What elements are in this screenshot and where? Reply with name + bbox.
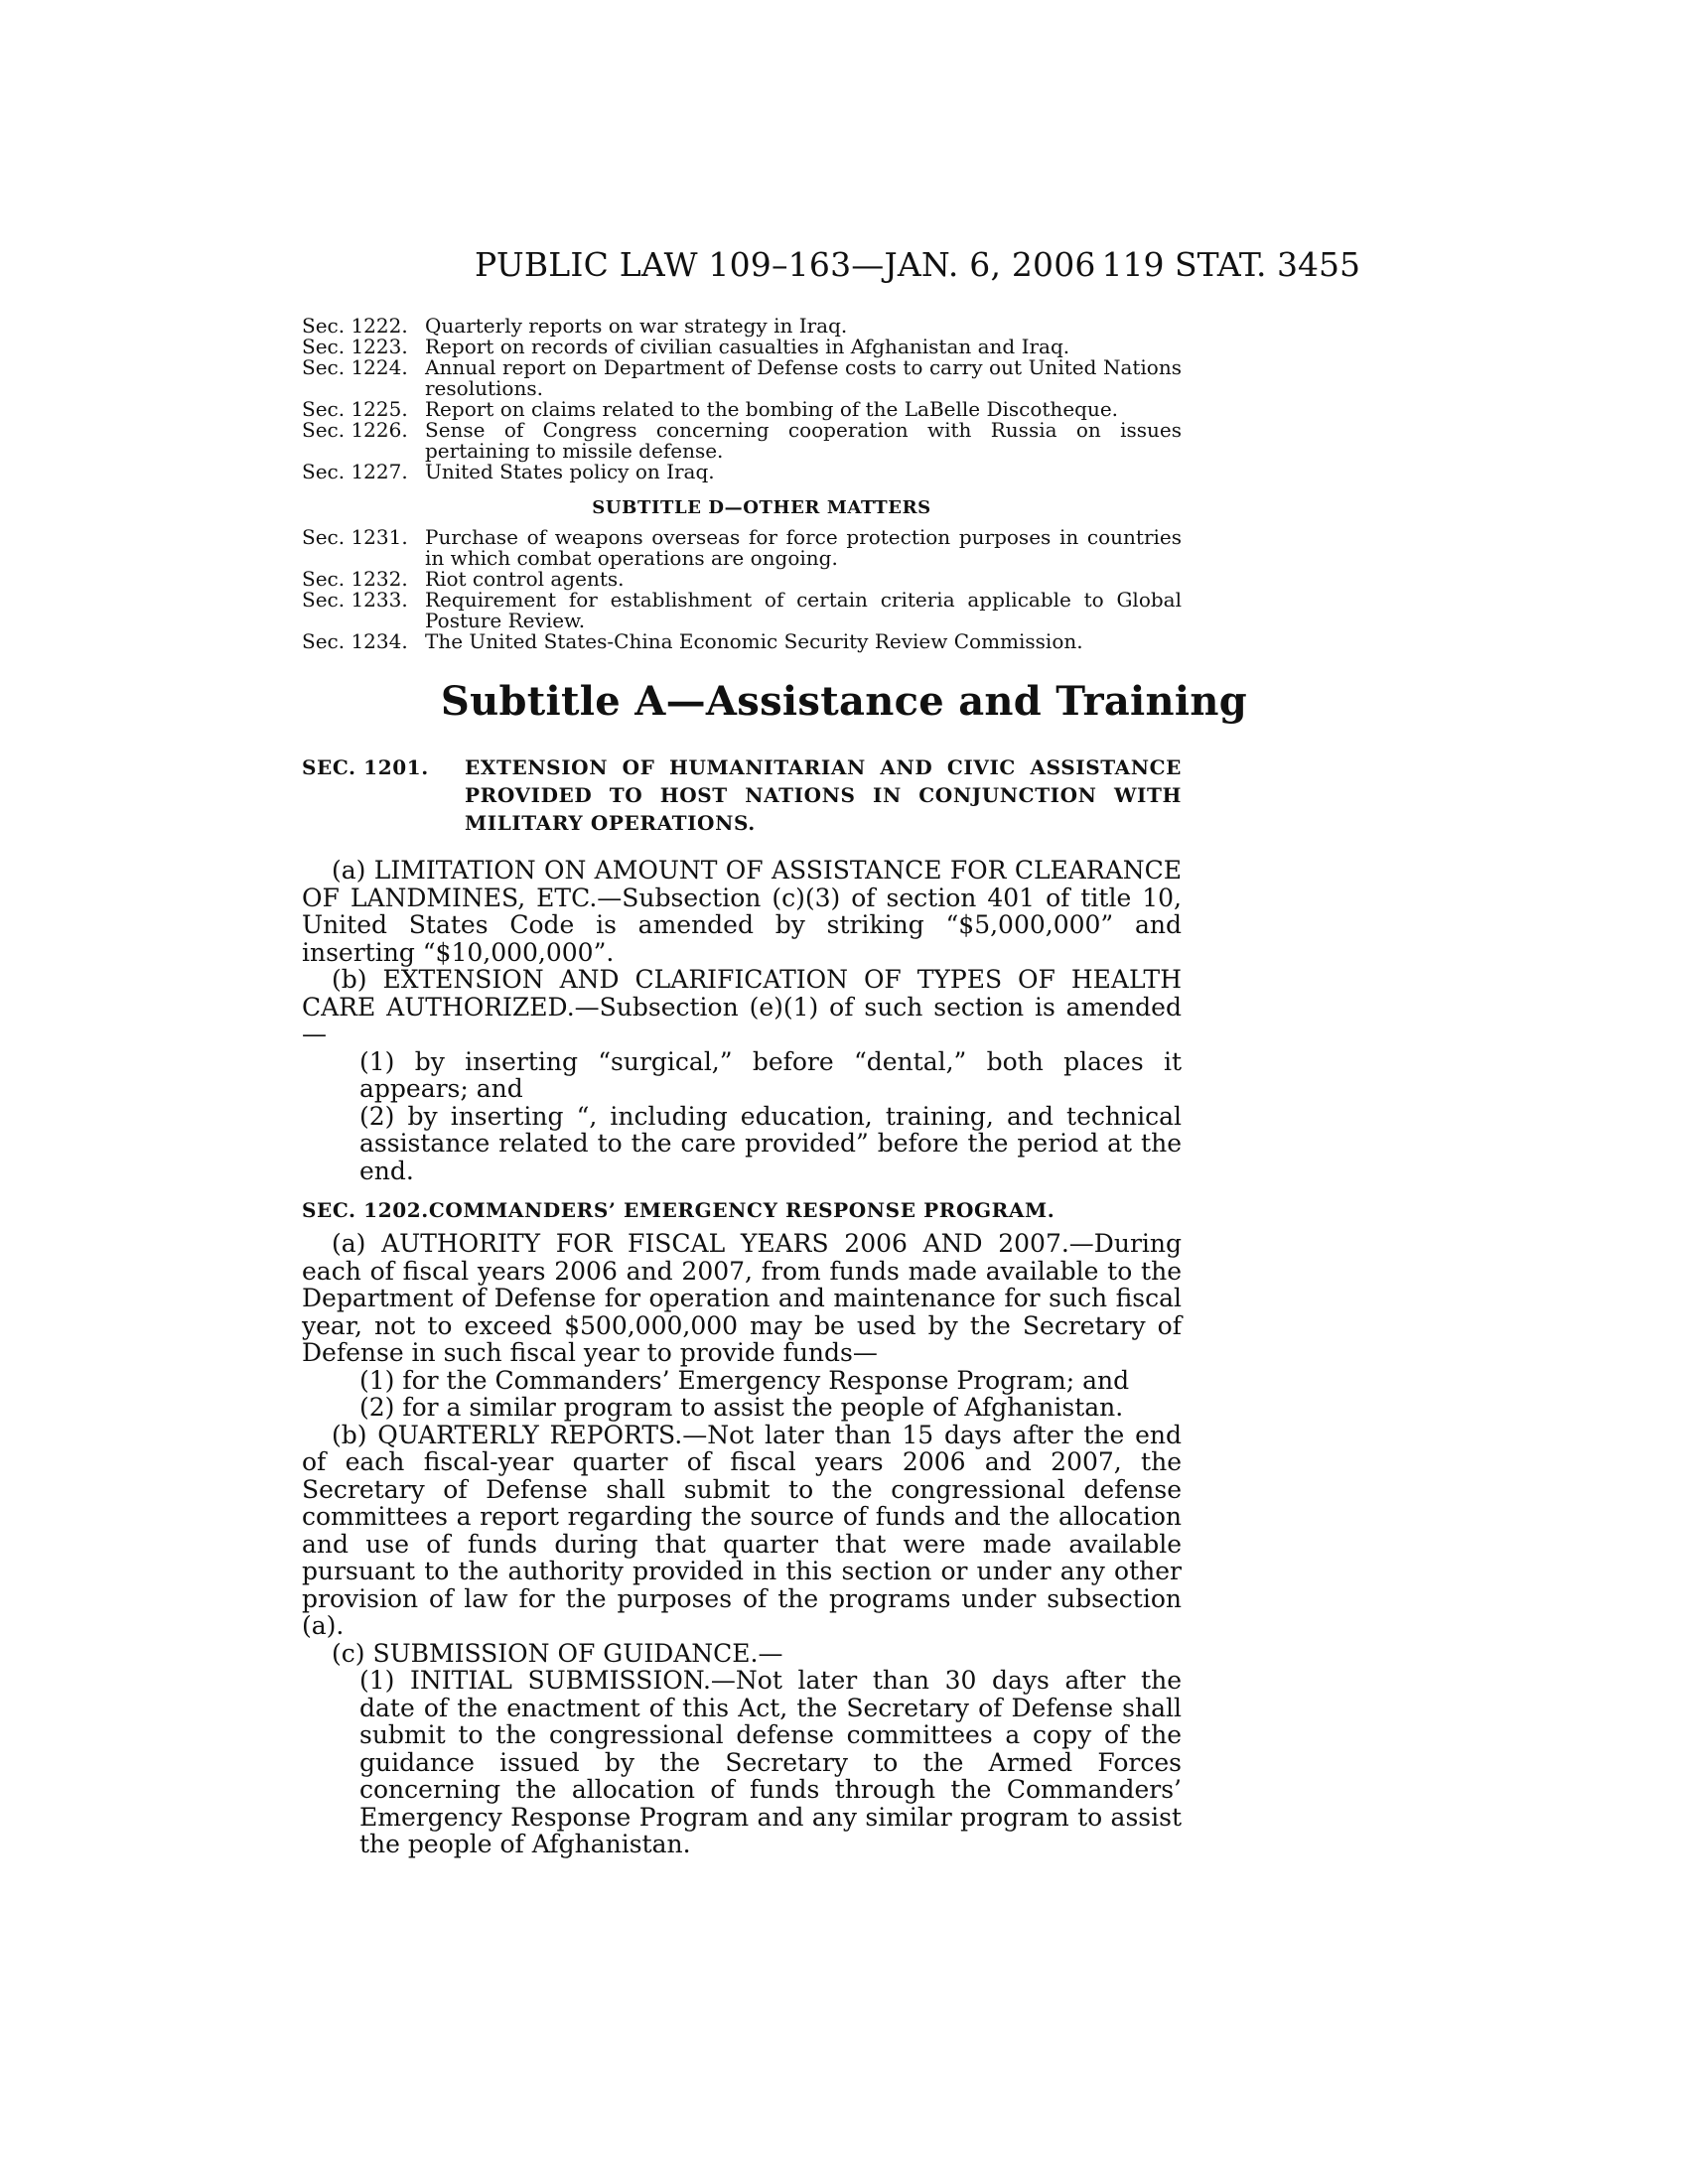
clause-text: (1) INITIAL SUBMISSION.—Not later than 30 days after the date of the enactment of this Act, the Secretary of Defense shall submit to the congressional defense committees a copy of the guidance issued by the Secretary to the Armed Forces concerning the allocation of funds through the Commanders’ Emergency Response Program and any similar program to assist the people of Afghanistan. [359, 1666, 1182, 1858]
clause-text: (2) by inserting “, including education, training, and technical assistance related to the care provided” before the period at the end. [359, 1101, 1182, 1185]
toc-section-number: Sec. 1234. [302, 629, 408, 653]
toc-section-title: Sense of Congress concerning cooperation with Russia on issues pertaining to missile defense. [425, 418, 1182, 463]
clause-text: (1) by inserting “surgical,” before “dental,” both places it appears; and [359, 1046, 1182, 1103]
toc-group-subtitle-d [302, 527, 1182, 652]
section-heading-1201 [302, 753, 1182, 837]
toc-entry [302, 399, 1182, 420]
paragraph-1202-c: (c) SUBMISSION OF GUIDANCE.— [332, 1638, 783, 1668]
toc-section-title: United States policy on Iraq. [425, 460, 715, 483]
subtitle-heading: Subtitle A—Assistance and Training [440, 678, 1248, 725]
toc-section-number: Sec. 1226. [302, 418, 408, 442]
toc-section-title: The United States-China Economic Security Review Commission. [425, 629, 1083, 653]
paragraph-1201-b: (b) EXTENSION AND CLARIFICATION OF TYPES OF HEALTH CARE AUTHORIZED.—Subsection (e)(1) of such section is amended— [302, 965, 1182, 1048]
toc-entry [302, 462, 1182, 482]
toc-section-title: Quarterly reports on war strategy in Iraq. [425, 314, 848, 338]
paragraph-1202-a: (a) AUTHORITY FOR FISCAL YEARS 2006 AND 2007.—During each of fiscal years 2006 and 2007, from funds made available to the Department of Defense for operation and maintenance for such fiscal year, not to exceed $500,000,000 may be used by the Secretary of Defense in such fiscal year to provide funds— [302, 1229, 1182, 1367]
section-title: COMMANDERS’ EMERGENCY RESPONSE PROGRAM. [428, 1198, 1055, 1222]
running-head: PUBLIC LAW 109–163—JAN. 6, 2006 [475, 245, 1096, 284]
toc-entry [302, 631, 1182, 652]
toc-section-number: Sec. 1232. [302, 567, 408, 591]
toc-section-title: Riot control agents. [425, 567, 625, 591]
toc-section-number: Sec. 1223. [302, 335, 408, 358]
toc-section-number: Sec. 1224. [302, 355, 408, 379]
section-number: SEC. 1201. [302, 755, 429, 779]
toc-entry [302, 357, 1182, 399]
toc-section-title: Purchase of weapons overseas for force protection purposes in countries in which combat operations are ongoing. [425, 525, 1182, 570]
paragraph-1201-a: (a) LIMITATION ON AMOUNT OF ASSISTANCE FOR CLEARANCE OF LANDMINES, ETC.—Subsection (c)(3) of section 401 of title 10, United States Code is amended by striking “$5,000,000” and inserting “$10,000,000”. [302, 856, 1182, 967]
section-title: EXTENSION OF HUMANITARIAN AND CIVIC ASSISTANCE PROVIDED TO HOST NATIONS IN CONJUNCTION WITH MILITARY OPERATIONS. [465, 755, 1182, 835]
clause-text: (2) for a similar program to assist the people of Afghanistan. [359, 1393, 1124, 1422]
toc-entry [302, 316, 1182, 337]
toc-entry [302, 420, 1182, 462]
toc-entry [302, 527, 1182, 569]
paragraph-1202-a1 [302, 1367, 1182, 1395]
paragraph-1202-c1 [302, 1667, 1182, 1858]
paragraph-1201-b1 [302, 1048, 1182, 1103]
clause-text: (1) for the Commanders’ Emergency Response Program; and [359, 1365, 1130, 1395]
paragraph-1202-b: (b) QUARTERLY REPORTS.—Not later than 15 days after the end of each fiscal-year quarter of fiscal years 2006 and 2007, the Secretary of Defense shall submit to the congressional defense committees a report regarding the source of funds and the allocation and use of funds during that quarter that were made available pursuant to the authority provided in this section or under any other provision of law for the purposes of the programs under subsection (a). [302, 1420, 1182, 1640]
section-number: SEC. 1202. [302, 1198, 429, 1222]
document-body [302, 753, 1182, 1858]
toc-group-subtitle-c [302, 316, 1182, 482]
toc-section-number: Sec. 1227. [302, 460, 408, 483]
toc-entry [302, 337, 1182, 357]
section-heading-1202 [302, 1196, 1182, 1224]
toc-section-number: Sec. 1222. [302, 314, 408, 338]
toc-section-number: Sec. 1231. [302, 525, 408, 549]
paragraph-1202-a2 [302, 1394, 1182, 1422]
toc-entry [302, 590, 1182, 631]
page-header [0, 245, 1688, 295]
toc-entry [302, 569, 1182, 590]
toc-section-title: Report on claims related to the bombing of the LaBelle Discotheque. [425, 397, 1119, 421]
toc-section-title: Report on records of civilian casualties in Afghanistan and Iraq. [425, 335, 1070, 358]
table-of-contents [302, 316, 1182, 652]
toc-section-title: Requirement for establishment of certain criteria applicable to Global Posture Review. [425, 588, 1182, 632]
toc-section-title: Annual report on Department of Defense costs to carry out United Nations resolutions. [425, 355, 1182, 400]
toc-section-number: Sec. 1233. [302, 588, 408, 612]
toc-section-number: Sec. 1225. [302, 397, 408, 421]
paragraph-1201-b2 [302, 1103, 1182, 1185]
stat-page-number: 119 STAT. 3455 [1101, 245, 1360, 284]
toc-subtitle-d: SUBTITLE D—OTHER MATTERS [592, 497, 931, 518]
